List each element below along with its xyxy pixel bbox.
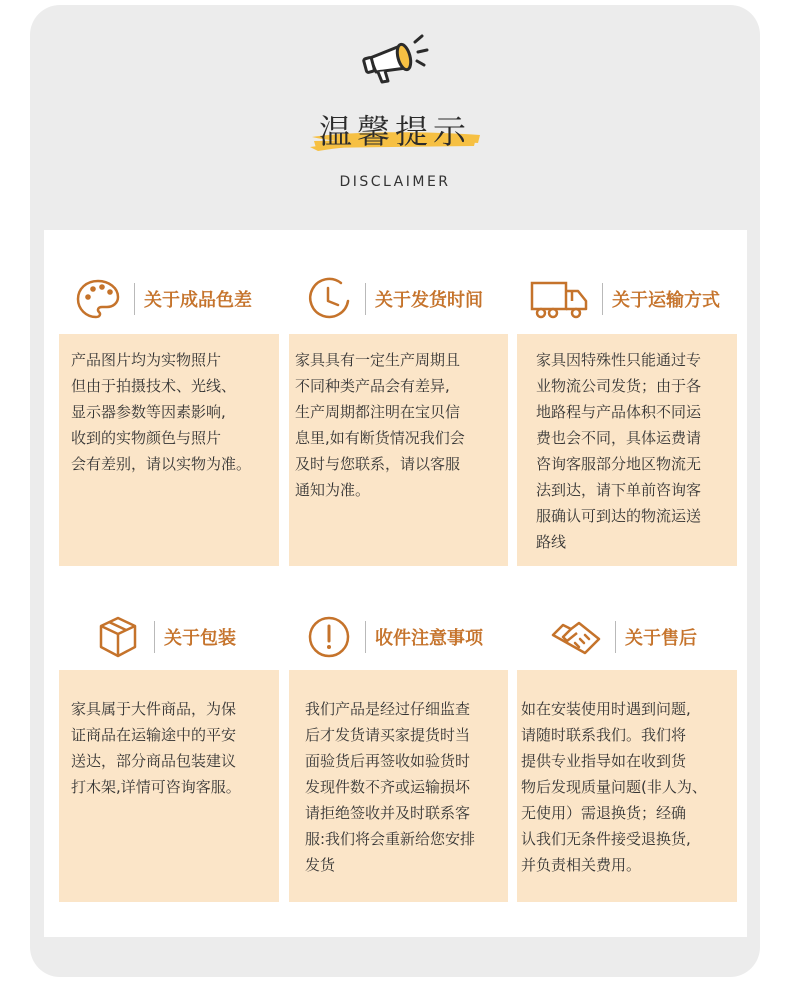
heading-divider bbox=[365, 621, 366, 653]
heading-divider bbox=[365, 283, 366, 315]
exclamation-icon bbox=[305, 613, 353, 661]
page-title: 温馨提示 bbox=[319, 112, 471, 151]
section-text: 如在安装使用时遇到问题, 请随时联系我们。我们将 提供专业指导如在收到货 物后发现质量问题(非人为、 无使用）需退换货；经确 认我们无条件接受退换货, 并负责相关费用。 bbox=[521, 700, 707, 874]
box-icon bbox=[94, 613, 142, 661]
section-text: 我们产品是经过仔细监查 后才发货请买家提货时当 面验货后再签收如验货时 发现件数不齐或运输损坏 请拒绝签收并及时联系客 服:我们将会重新给您安排 发货 bbox=[305, 700, 476, 874]
heading-divider bbox=[134, 283, 135, 315]
title-area bbox=[0, 108, 790, 158]
megaphone-icon bbox=[360, 28, 430, 84]
section-text: 产品图片均为实物照片 但由于拍摄技术、光线、 显示器参数等因素影响, 收到的实物颜色与照片 会有差别，请以实物为准。 bbox=[71, 351, 252, 473]
page-subtitle: DISCLAIMER bbox=[339, 174, 451, 190]
section-body-packaging bbox=[59, 670, 279, 902]
section-heading-shipping-time bbox=[305, 275, 483, 323]
section-heading-packaging bbox=[94, 613, 236, 661]
section-title: 关于运输方式 bbox=[612, 290, 720, 311]
section-body-color bbox=[59, 334, 279, 566]
section-body-receipt bbox=[289, 670, 508, 902]
heading-divider bbox=[154, 621, 155, 653]
heading-divider bbox=[615, 621, 616, 653]
section-heading-color bbox=[74, 275, 252, 323]
section-title: 关于包装 bbox=[164, 628, 236, 649]
section-body-after-sales bbox=[517, 670, 737, 902]
section-heading-receipt bbox=[305, 613, 483, 661]
section-body-shipping-time bbox=[289, 334, 508, 566]
section-title: 关于成品色差 bbox=[144, 290, 252, 311]
truck-icon bbox=[530, 275, 590, 323]
handshake-icon bbox=[549, 613, 603, 661]
section-heading-transport bbox=[530, 275, 720, 323]
section-text: 家具属于大件商品，为保 证商品在运输途中的平安 送达，部分商品包装建议 打木架,详情可咨询客服。 bbox=[71, 700, 241, 796]
heading-divider bbox=[602, 283, 603, 315]
clock-icon bbox=[305, 275, 353, 323]
section-body-transport bbox=[517, 334, 737, 566]
palette-icon bbox=[74, 275, 122, 323]
section-title: 关于售后 bbox=[625, 628, 697, 649]
section-text: 家具具有一定生产周期且 不同种类产品会有差异, 生产周期都注明在宝贝信 息里,如有断货情况我们会 及时与您联系，请以客服 通知为准。 bbox=[295, 351, 465, 499]
section-heading-after-sales bbox=[549, 613, 697, 661]
section-text: 家具因特殊性只能通过专 业物流公司发货；由于各 地路程与产品体积不同运 费也会不同，具体运费请 咨询客服部分地区物流无 法到达，请下单前咨询客 服确认可到达的物流运送 路线 bbox=[536, 351, 702, 551]
section-title: 收件注意事项 bbox=[375, 628, 483, 649]
section-title: 关于发货时间 bbox=[375, 290, 483, 311]
